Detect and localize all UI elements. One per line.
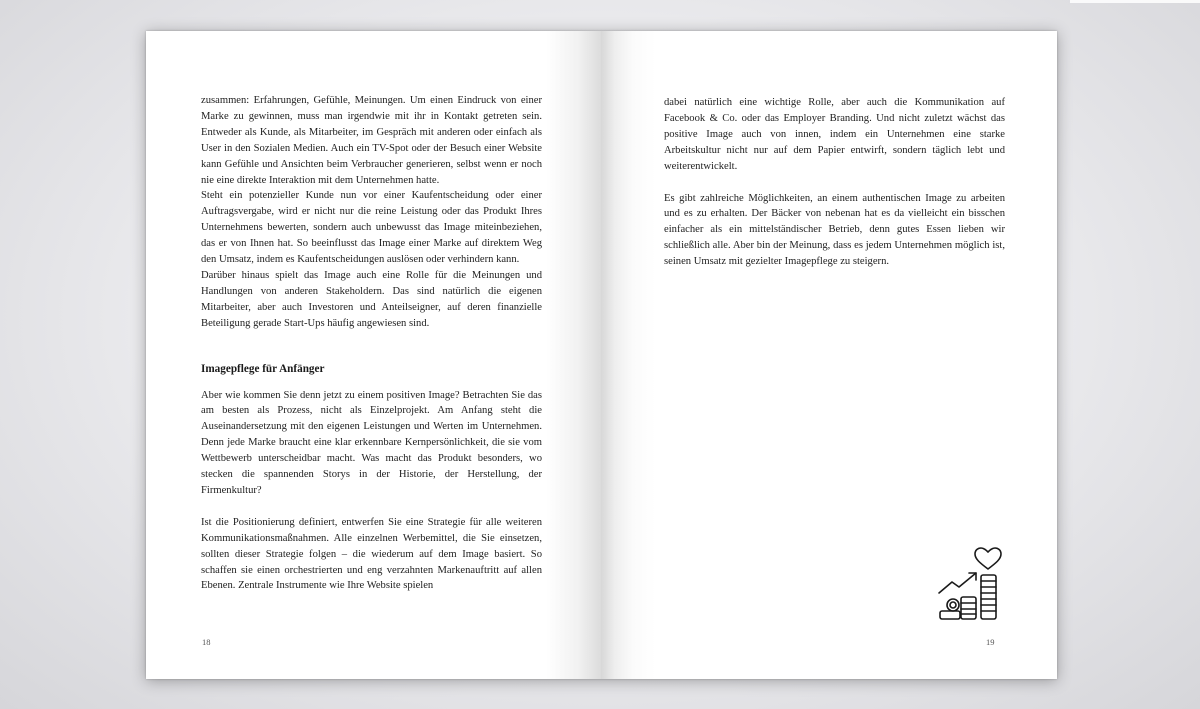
background-glare (1070, 0, 1200, 3)
paragraph: Darüber hinaus spielt das Image auch eine Rolle für die Meinungen und Handlungen von anderen Stakeholdern. Das sind natürlich die eigenen Mitarbeiter, aber auch Investoren und Anteilseigner, auf deren finanzielle Beteiligung gerade Start-Ups häufig angewiesen sind. (201, 269, 542, 329)
paragraph: Ist die Positionierung definiert, entwerfen Sie eine Strategie für alle weiteren Kommunikationsmaßnahmen. Alle einzelnen Werbemittel, die Sie einsetzen, sollten dieser Strategie folgen – die wiederum auf dem Image basiert. So schaffen sie einen orchestrierten und eng verzahnten Markenauftritt auf allen Ebenen. Zentrale Instrumente wie Ihre Website spielen (201, 516, 542, 592)
paragraph: Es gibt zahlreiche Möglichkeiten, an einem authentischen Image zu arbeiten und es zu erhalten. Der Bäcker von nebenan hat es da vielleicht ein bisschen einfacher als ein mittelständischer Betrieb, denn gutes Essen lieben wir schließlich alle. Aber bin der Meinung, dass es jedem Unternehmen möglich ist, seinen Umsatz mit gezielter Imagepflege zu steigern. (664, 192, 1005, 268)
section-heading: Imagepflege für Anfänger (201, 362, 325, 375)
paragraph: zusammen: Erfahrungen, Gefühle, Meinungen. Um einen Eindruck von einer Marke zu gewinnen, muss man irgendwie mit ihr in Kontakt getreten sein. Entweder als Kunde, als Mitarbeiter, im Gespräch mit anderen oder einfach als User in den Sozialen Medien. Auch ein TV-Spot oder der Besuch einer Website kann Gefühle und Ansichten beim Verbraucher generieren, selbst wenn er noch nie eine direkte Interaktion mit dem Unternehmen hatte. (201, 95, 542, 186)
left-page (146, 31, 601, 679)
page-number-right: 19 (986, 637, 995, 647)
paragraph: Aber wie kommen Sie denn jetzt zu einem positiven Image? Betrachten Sie das am besten als Prozess, nicht als Einzelprojekt. Am Anfang steht die Auseinandersetzung mit den eigenen Leistungen und Werten im Unternehmen. Denn jede Marke braucht eine klar erkennbare Kernpersönlichkeit, die sie vom Wettbewerb unterscheidbar macht. Was macht das Produkt besonders, wo stecken die spannenden Storys in der Historie, der Herstellung, der Firmenkultur? (201, 389, 542, 496)
paragraph: dabei natürlich eine wichtige Rolle, aber auch die Kommunikation auf Facebook & Co. oder das Employer Branding. Und nicht zuletzt wächst das positive Image auch von innen, indem ein Unternehmen eine starke Arbeitskultur nicht nur auf dem Papier entwirft, sondern täglich lebt und weiterentwickelt. (664, 97, 1005, 172)
paragraph: Steht ein potenzieller Kunde nun vor einer Kaufentscheidung oder einer Auftragsvergabe, wird er nicht nur die reine Leistung oder das Produkt Ihres Unternehmens bewerten, sondern auch unbewusst das Image miteinbeziehen, das er von Ihnen hat. So beeinflusst das Image einer Marke auf direktem Weg den Umsatz, indem es Kaufentscheidungen auslösen oder verhindern kann. (201, 190, 542, 266)
paragraph-gap (664, 175, 1005, 191)
page-number-left: 18 (202, 637, 211, 647)
coins-growth-heart-icon (936, 545, 1008, 623)
right-page (601, 31, 1057, 679)
right-page-body (664, 95, 1005, 270)
left-page-body (201, 93, 542, 594)
open-book (146, 31, 1057, 679)
